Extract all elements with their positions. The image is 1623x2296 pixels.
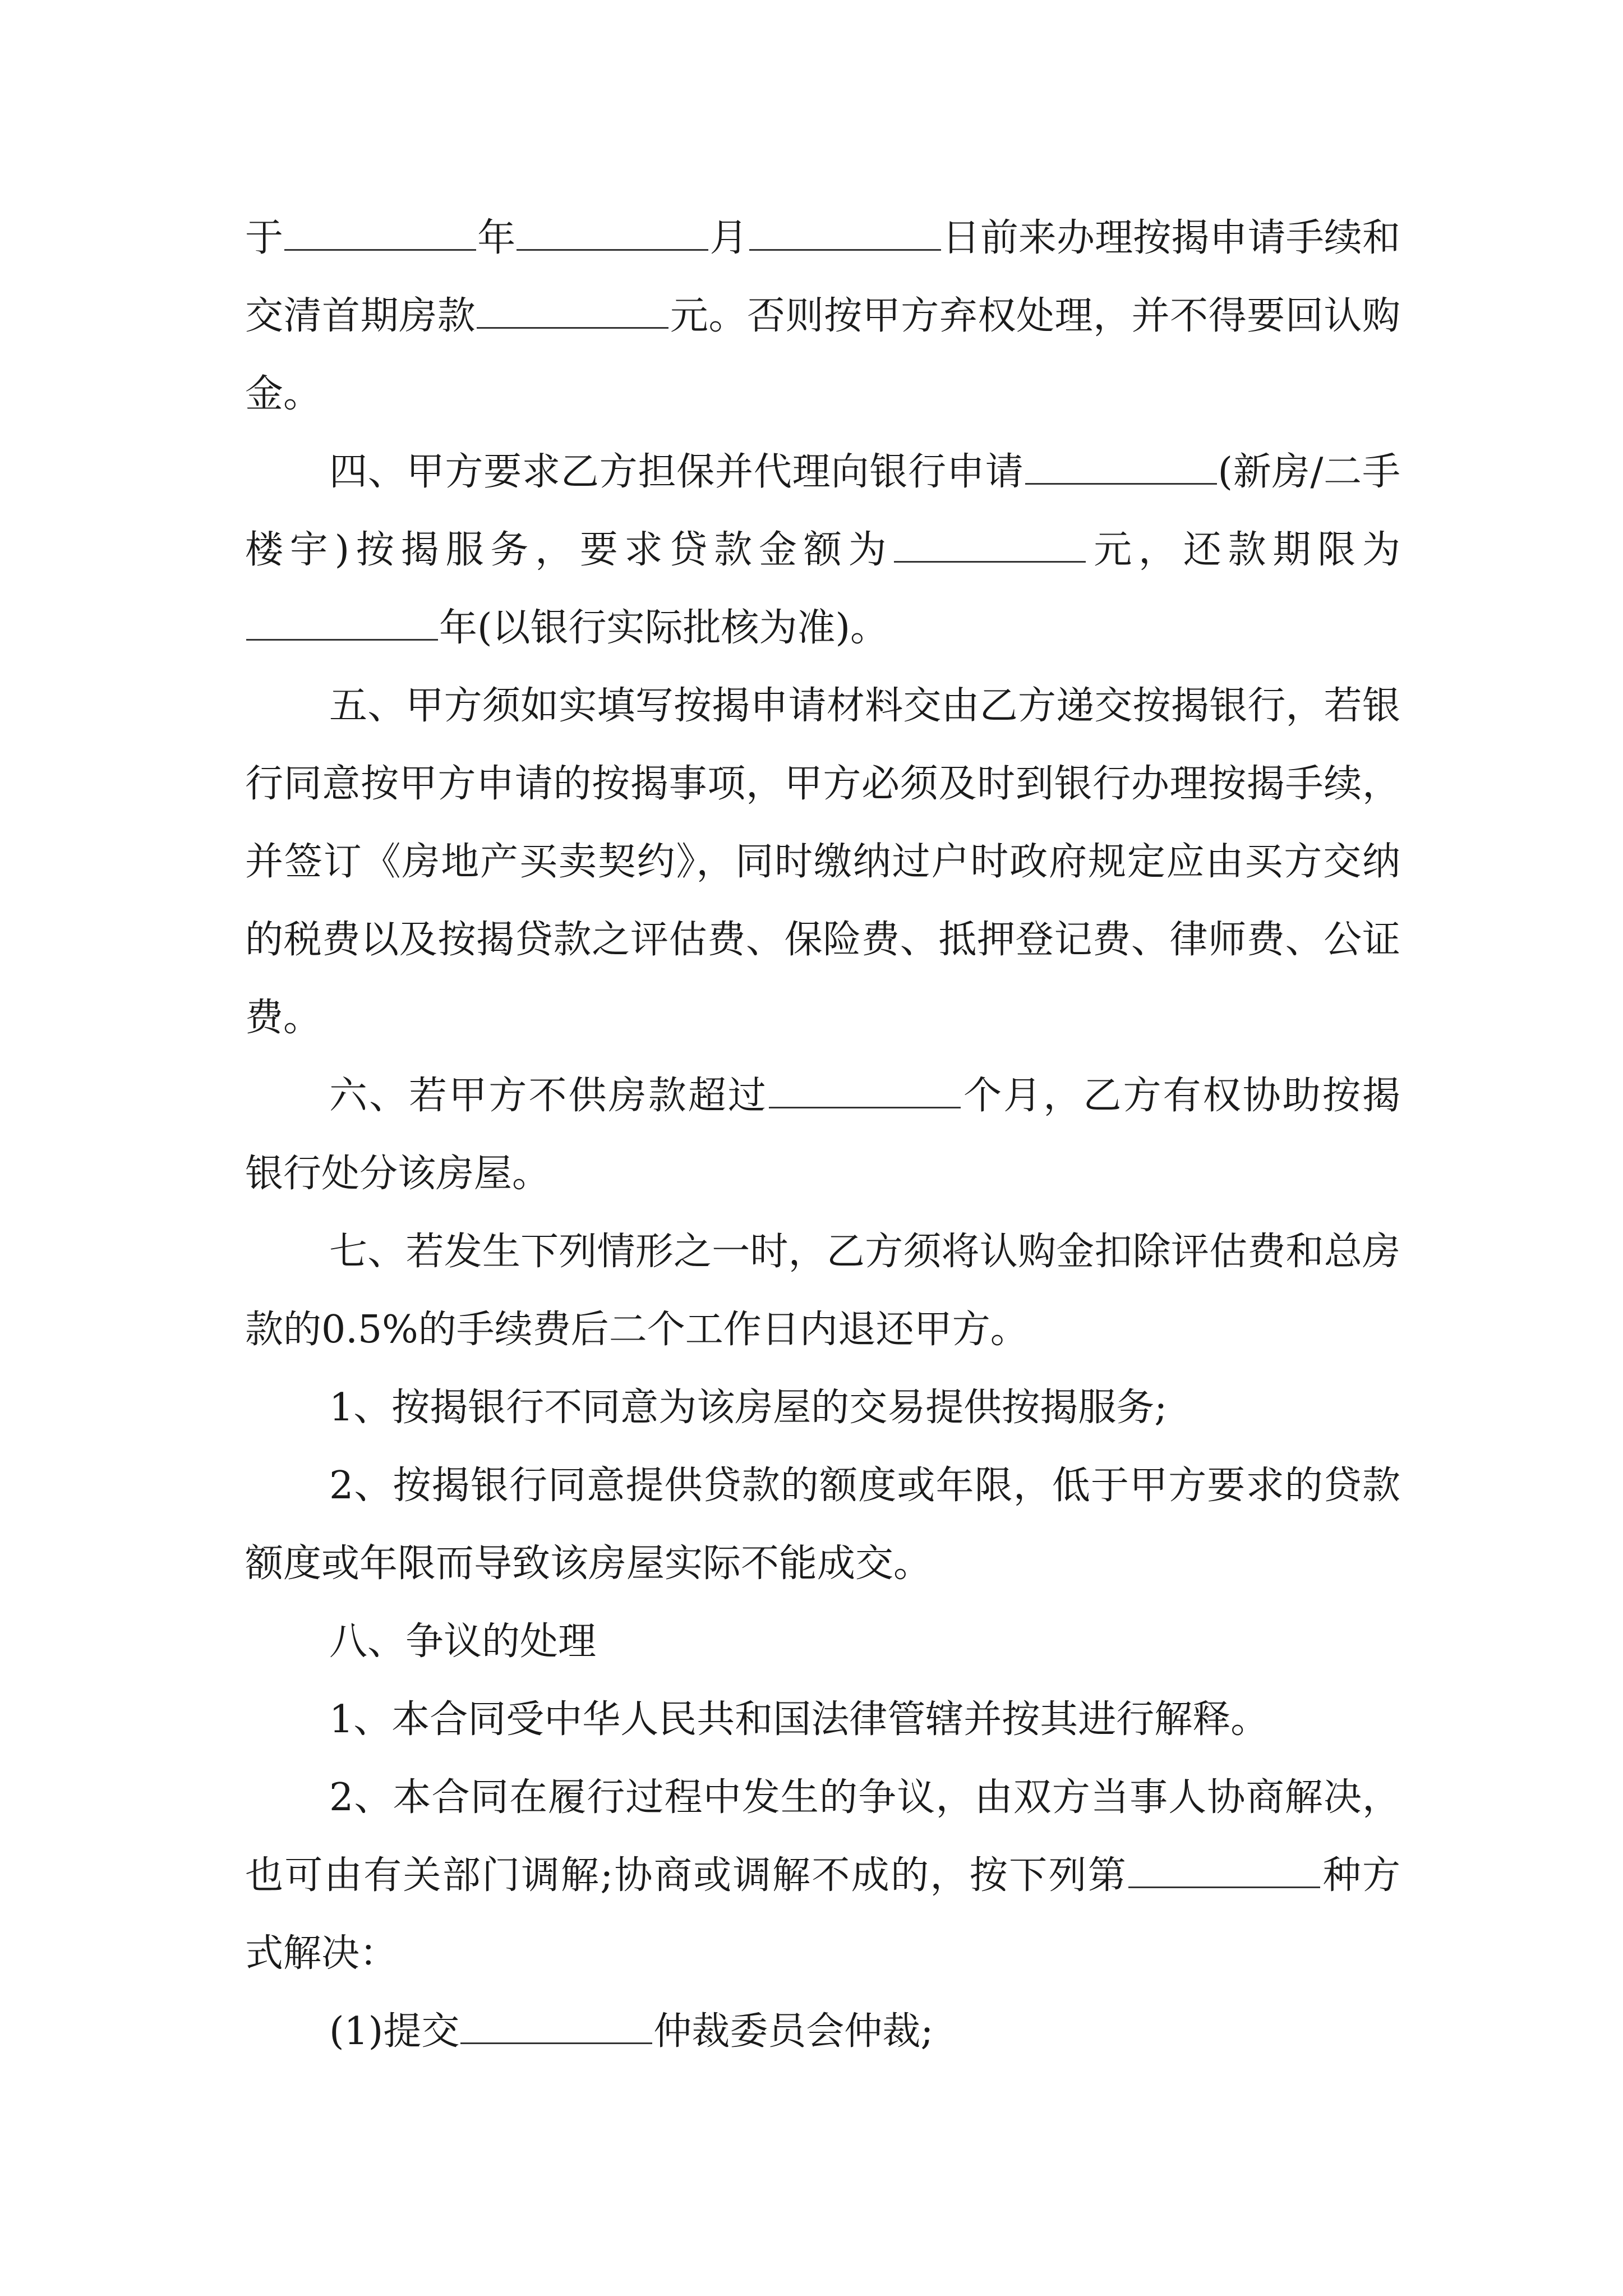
paragraph-clause-7-item-2	[245, 1447, 1400, 1603]
text-segment: 八、争议的处理	[329, 1619, 597, 1664]
blank-field-resolution-method[interactable]	[1128, 1853, 1320, 1888]
text-segment: 于	[245, 216, 284, 260]
blank-field-month[interactable]	[517, 215, 708, 251]
paragraph-clause-4	[245, 433, 1400, 667]
blank-field-loan-amount[interactable]	[894, 527, 1086, 563]
text-segment: 年(以银行实际批核为准)。	[439, 606, 889, 650]
text-segment: (新房/二手楼宇)按揭服务，要求贷款金额为	[245, 450, 1400, 572]
blank-field-loan-term[interactable]	[246, 605, 438, 641]
text-segment: 2、按揭银行同意提供贷款的额度或年限，低于甲方要求的贷款额度或年限而导致该房屋实际不能成交。	[245, 1464, 1400, 1586]
paragraph-clause-5	[245, 667, 1400, 1057]
text-segment: 元，还款期限为	[1087, 528, 1400, 572]
paragraph-clause-7	[245, 1213, 1400, 1369]
blank-field-day[interactable]	[749, 215, 941, 251]
document-body	[245, 199, 1400, 2070]
paragraph-deadline	[245, 199, 1400, 433]
text-segment: 元。否则按甲方弃权处理，并不得要回认购金。	[245, 294, 1400, 416]
paragraph-clause-6	[245, 1057, 1400, 1213]
text-segment: 个月，乙方有权协助按揭银行处分该房屋。	[245, 1074, 1400, 1196]
text-segment: 日前来办理按揭申请手续和交清首期房款	[245, 216, 1400, 338]
text-segment: 仲裁委员会仲裁;	[653, 2009, 934, 2054]
text-segment: 四、甲方要求乙方担保并代理向银行申请	[329, 450, 1024, 494]
blank-field-year[interactable]	[284, 215, 476, 251]
text-segment: (1)提交	[329, 2009, 460, 2054]
text-segment: 五、甲方须如实填写按揭申请材料交由乙方递交按揭银行，若银行同意按甲方申请的按揭事项，甲方必须及时到银行办理按揭手续，并签订《房地产买卖契约》，同时缴纳过户时政府规定应由买方交纳的税费以及按揭贷款之评估费、保险费、抵押登记费、律师费、公证费。	[245, 684, 1400, 1040]
paragraph-clause-8-item-1	[245, 1681, 1400, 1759]
paragraph-clause-7-item-1	[245, 1369, 1400, 1447]
blank-field-house-type[interactable]	[1025, 449, 1217, 485]
text-segment: 六、若甲方不供房款超过	[329, 1074, 768, 1118]
paragraph-arbitration-option	[245, 1993, 1400, 2070]
text-segment: 月	[709, 216, 748, 260]
blank-field-down-payment[interactable]	[477, 293, 668, 329]
text-segment: 七、若发生下列情形之一时，乙方须将认购金扣除评估费和总房款的0.5%的手续费后二个工作日内退还甲方。	[245, 1230, 1400, 1352]
text-segment: 种方式解决：	[245, 1853, 1400, 1976]
text-segment: 2、本合同在履行过程中发生的争议，由双方当事人协商解决，也可由有关部门调解;协商或调解不成的，按下列第	[245, 1775, 1400, 1898]
text-segment: 1、本合同受中华人民共和国法律管辖并按其进行解释。	[329, 1697, 1269, 1742]
paragraph-clause-8-item-2	[245, 1759, 1400, 1993]
text-segment: 1、按揭银行不同意为该房屋的交易提供按揭服务;	[329, 1386, 1168, 1430]
text-segment: 年	[477, 216, 516, 260]
blank-field-months[interactable]	[769, 1073, 961, 1108]
paragraph-clause-8-heading	[245, 1603, 1400, 1681]
blank-field-arbitration-committee[interactable]	[460, 2009, 652, 2044]
